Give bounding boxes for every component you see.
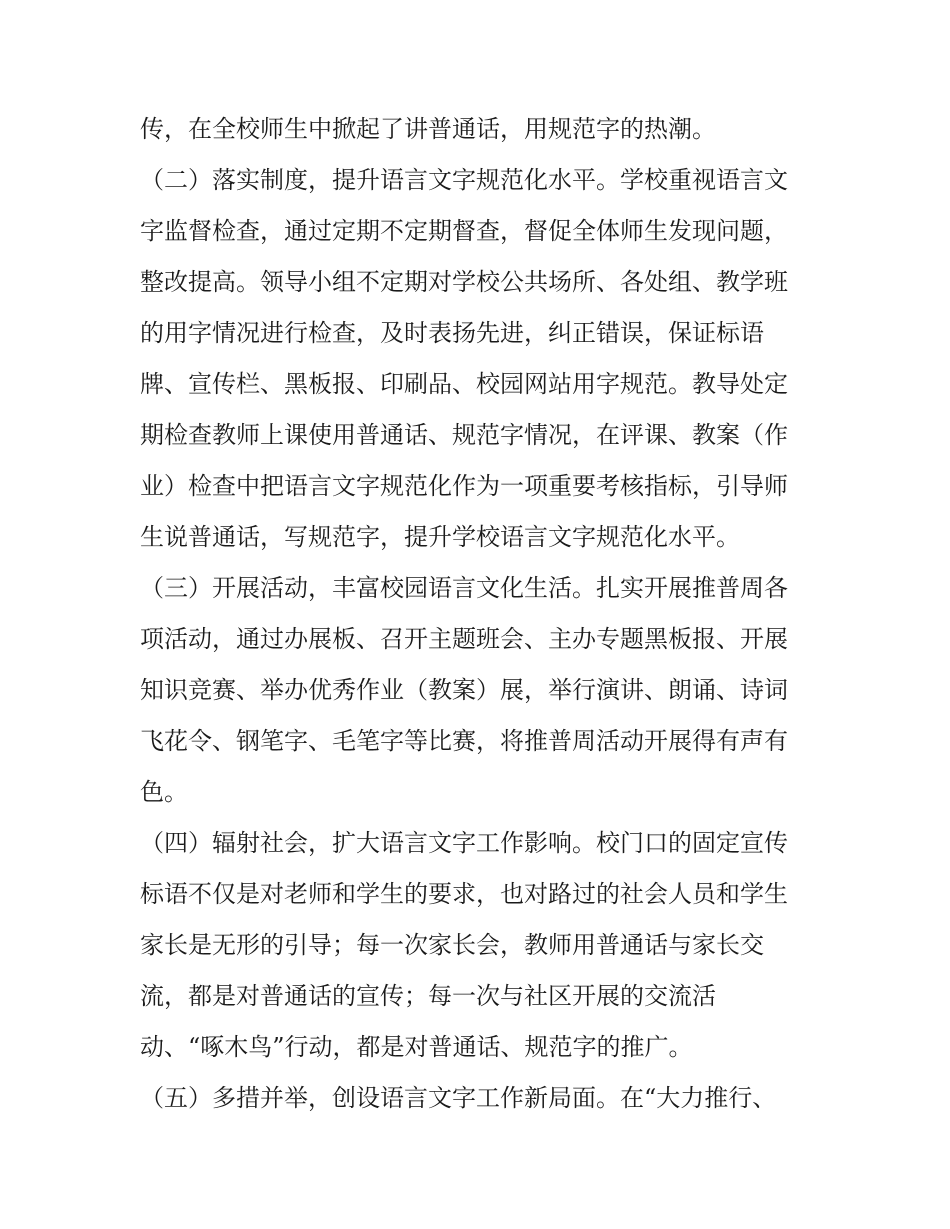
text-line: 期检查教师上课使用普通话、规范字情况，在评课、教案（作 [140,421,788,449]
text-line: 生说普通话，写规范字，提升学校语言文字规范化水平。 [140,523,740,551]
text-line: 项活动，通过办展板、召开主题班会、主办专题黑板报、开展 [140,625,788,653]
text-line: 业）检查中把语言文字规范化作为一项重要考核指标，引导师 [140,472,788,500]
text-line: 标语不仅是对老师和学生的要求，也对路过的社会人员和学生 [140,880,788,908]
text-line: 动、“啄木鸟”行动，都是对普通话、规范字的推广。 [140,1033,693,1061]
text-line: （五）多措并举，创设语言文字工作新局面。在“大力推行、 [140,1084,777,1112]
text-line: （三）开展活动，丰富校园语言文化生活。扎实开展推普周各 [140,574,788,602]
text-line: 牌、宣传栏、黑板报、印刷品、校园网站用字规范。教导处定 [140,370,788,398]
text-line: 字监督检查，通过定期不定期督查，督促全体师生发现问题， [140,217,788,245]
text-line: 流，都是对普通话的宣传；每一次与社区开展的交流活 [140,982,716,1010]
text-line: 整改提高。领导小组不定期对学校公共场所、各处组、教学班 [140,268,788,296]
text-line: 色。 [140,778,188,806]
text-line: 的用字情况进行检查，及时表扬先进，纠正错误，保证标语 [140,319,764,347]
text-line: 传，在全校师生中掀起了讲普通话，用规范字的热潮。 [140,115,716,143]
text-line: （四）辐射社会，扩大语言文字工作影响。校门口的固定宣传 [140,829,788,857]
text-line: 知识竞赛、举办优秀作业（教案）展，举行演讲、朗诵、诗词 [140,676,788,704]
text-line: （二）落实制度，提升语言文字规范化水平。学校重视语言文 [140,166,788,194]
text-line: 家长是无形的引导；每一次家长会，教师用普通话与家长交 [140,931,764,959]
text-line: 飞花令、钢笔字、毛笔字等比赛，将推普周活动开展得有声有 [140,727,788,755]
